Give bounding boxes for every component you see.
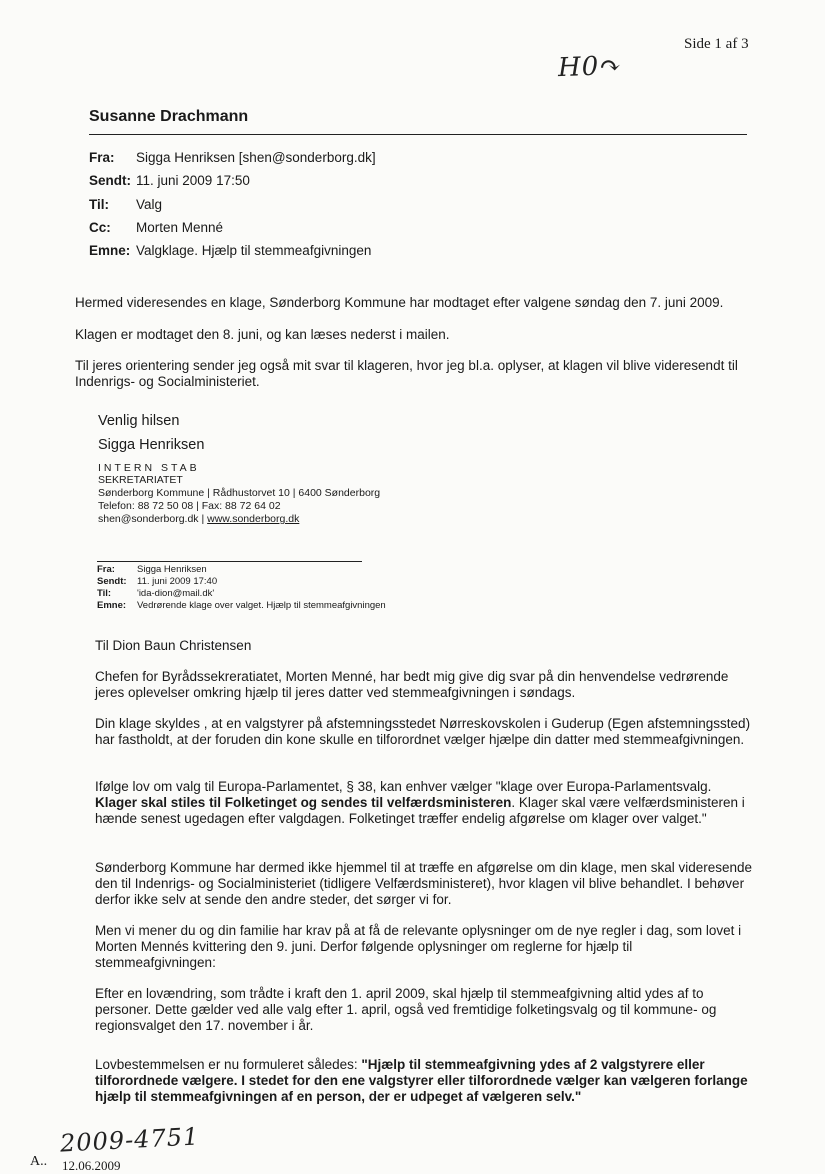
handwritten-annotation: H0↷ — [557, 50, 623, 84]
handwritten-case-number: 2009-4751 — [59, 1122, 200, 1158]
title-divider — [89, 134, 747, 135]
forwarded-label: Til: — [97, 588, 112, 599]
rule-intro: Lovbestemmelsen er nu formuleret således: — [95, 1057, 362, 1072]
forwarded-row — [97, 564, 386, 576]
header-value-subject: Valgklage. Hjælp til stemmeafgivningen — [136, 243, 372, 259]
website-link[interactable]: www.sonderborg.dk — [207, 513, 300, 525]
letter-paragraph: Efter en lovændring, som trådte i kraft den 1. april 2009, skal hjælp til stemmeafgivning altid ydes af to personer. Dette gælder ved alle valg efter 1. april, også ved fremtidige folketingsvalg og til kommune- og regionsvalget den 17. november i år. — [95, 986, 717, 1034]
header-label: Emne: — [89, 243, 131, 259]
letter-paragraph: Sønderborg Kommune har dermed ikke hjemmel til at træffe en afgørelse om din klage, men skal videresende den til Indenrigs- og Socialministeriet (tidligere Velfærdsministeret), hvor klagen vil blive behandlet. I behøver derfor ikke selv at sende den andre steder, det sørger vi for. — [95, 860, 753, 908]
intro-paragraph: Hermed videresendes en klage, Sønderborg Kommune har modtaget efter valgene søndag den 7. juni 2009. — [75, 295, 724, 310]
signature-department: INTERN STAB — [98, 462, 200, 474]
forward-divider — [97, 561, 362, 562]
letter-paragraph-law-quote — [95, 779, 755, 828]
letter-paragraph: Men vi mener du og din familie har krav på at få de relevante oplysninger om de nye regler i dag, som lovet i Morten Mennés kvittering den 9. juni. Derfor følgende oplysninger om reglerne for hjælp til stemmeafgivningen: — [95, 923, 742, 971]
forwarded-value: Sigga Henriksen — [137, 564, 207, 575]
header-row-from — [89, 146, 376, 169]
letter-salutation: Til Dion Baun Christensen — [95, 638, 252, 653]
forwarded-header — [97, 564, 386, 612]
header-value-to: Valg — [136, 196, 163, 212]
header-row-subject — [89, 239, 376, 262]
signature-email: shen@sonderborg.dk | — [98, 513, 208, 525]
quote-text: . Klager skal være velfærdsministeren i hænde senest ugedagen efter valgdagen. Folketinget træffer endelig afgørelse om klager over valget." — [95, 795, 745, 827]
letter-paragraph: Din klage skyldes , at en valgstyrer på afstemningsstedet Nørreskovskolen i Guderup (Egen afstemningssted) har fastholdt, at der foruden din kone skulle en tilforordnet vælger hjælpe din datter med stemmeafgivningen. — [95, 716, 751, 748]
page-number: Side 1 af 3 — [684, 36, 749, 52]
intro-paragraph: Klagen er modtaget den 8. juni, og kan læses nederst i mailen. — [75, 327, 450, 342]
forwarded-row — [97, 588, 386, 600]
header-label: Sendt: — [89, 173, 131, 189]
header-label: Cc: — [89, 219, 111, 235]
rule-bold-text: "Hjælp til stemmeafgivning ydes af 2 valgstyrere eller tilforordnede vælgere. I stedet for den ene valgstyrer eller tilforordnede vælger kan vælgeren forlange hjælp til stemmeafgivningen af en person, der er udpeget af vælgeren selv." — [95, 1057, 748, 1105]
signature-contact — [98, 513, 299, 526]
forwarded-label: Emne: — [97, 600, 127, 611]
quote-text: Ifølge lov om valg til Europa-Parlamentet, § 38, kan enhver vælger "klage over Europa-Parlamentsvalg. — [95, 779, 712, 794]
letter-paragraph: Chefen for Byrådssekreratiatet, Morten Menné, har bedt mig give dig svar på din henvendelse vedrørende jeres oplevelser omkring hjælp til jeres datter ved stemmeafgivningen i søndags. — [95, 669, 729, 701]
letter-paragraph-rule — [95, 1057, 755, 1106]
signature-address: Sønderborg Kommune | Rådhustorvet 10 | 6400 Sønderborg — [98, 487, 381, 499]
header-value-from: Sigga Henriksen [shen@sonderborg.dk] — [136, 150, 376, 165]
forwarded-value: Vedrørende klage over valget. Hjælp til stemmeafgivningen — [137, 600, 386, 611]
signature-name: Sigga Henriksen — [98, 437, 205, 453]
mailbox-owner-title: Susanne Drachmann — [89, 108, 249, 125]
header-row-sent — [89, 169, 376, 192]
signature-subdepartment: SEKRETARIATET — [98, 474, 183, 486]
forwarded-label: Fra: — [97, 564, 115, 575]
header-value-sent: 11. juni 2009 17:50 — [136, 173, 250, 189]
quote-bold-text: Klager skal stiles til Folketinget og sendes til velfærdsministeren — [95, 795, 512, 811]
header-value-cc: Morten Menné — [136, 219, 224, 235]
intro-paragraph: Til jeres orientering sender jeg også mit svar til klageren, hvor jeg bl.a. oplyser, at klagen vil blive videresendt til Indenrigs- og Socialministeriet. — [75, 358, 738, 389]
header-label: Til: — [89, 196, 109, 212]
forwarded-row — [97, 600, 386, 612]
forwarded-row — [97, 576, 386, 588]
header-row-cc — [89, 216, 376, 239]
forwarded-label: Sendt: — [97, 576, 127, 587]
handwritten-initials: A.. — [30, 1154, 48, 1169]
handwritten-date: 12.06.2009 — [62, 1158, 121, 1173]
header-label: Fra: — [89, 150, 115, 165]
header-row-to — [89, 193, 376, 216]
email-header — [89, 146, 376, 262]
forwarded-value: 11. juni 2009 17:40 — [137, 576, 218, 587]
forwarded-value: 'ida-dion@mail.dk' — [137, 588, 215, 599]
signature-phone: Telefon: 88 72 50 08 | Fax: 88 72 64 02 — [98, 500, 281, 512]
signature-greeting: Venlig hilsen — [98, 413, 180, 429]
